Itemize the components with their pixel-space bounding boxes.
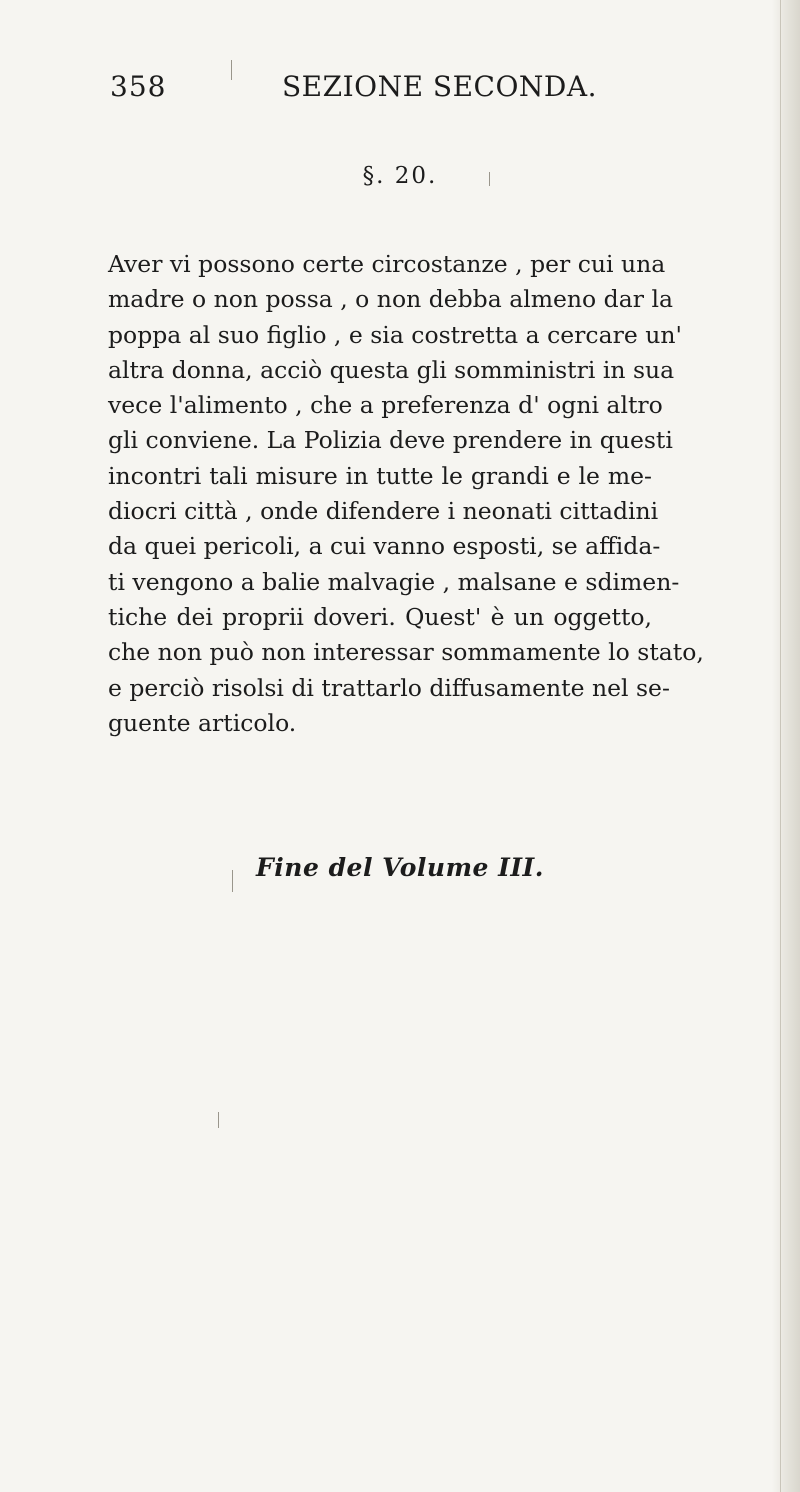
text-line: e perciò risolsi di trattarlo diffusamente nel se- [108, 673, 670, 702]
paper-speck [231, 60, 232, 80]
paper-speck [489, 172, 490, 186]
paper-speck [232, 870, 233, 892]
text-line: guente articolo. [108, 708, 297, 737]
end-of-volume-note: Fine del Volume III. [256, 853, 544, 882]
body-paragraph [108, 247, 704, 741]
text-line: altra donna, acciò questa gli somministri in sua [108, 355, 675, 384]
text-line: poppa al suo figlio , e sia costretta a cercare un' [108, 320, 682, 349]
running-header [110, 70, 598, 114]
page-number: 358 [110, 70, 167, 103]
text-line: ti vengono a balie malvagie , malsane e sdimen- [108, 567, 680, 596]
text-line: Aver vi possono certe circostanze , per cui una [108, 250, 666, 278]
running-title: SEZIONE SECONDA. [282, 70, 598, 103]
section-heading: §. 20. [362, 163, 438, 189]
text-line: da quei pericoli, a cui vanno esposti, se affida- [108, 532, 661, 561]
text-line: vece l'alimento , che a preferenza d' ogni altro [108, 391, 663, 420]
text-line: diocri città , onde difendere i neonati cittadini [108, 497, 659, 526]
text-line: tiche dei proprii doveri. Quest' è un oggetto, [108, 602, 652, 631]
text-line: madre o non possa , o non debba almeno dar la [108, 285, 673, 314]
text-line: gli conviene. La Polizia deve prendere in questi [108, 426, 673, 455]
page-edge [772, 0, 800, 1492]
text-line: che non può non interessar sommamente lo stato, [108, 638, 704, 667]
paper-speck [218, 1112, 219, 1128]
text-line: incontri tali misure in tutte le grandi e le me- [108, 461, 652, 490]
